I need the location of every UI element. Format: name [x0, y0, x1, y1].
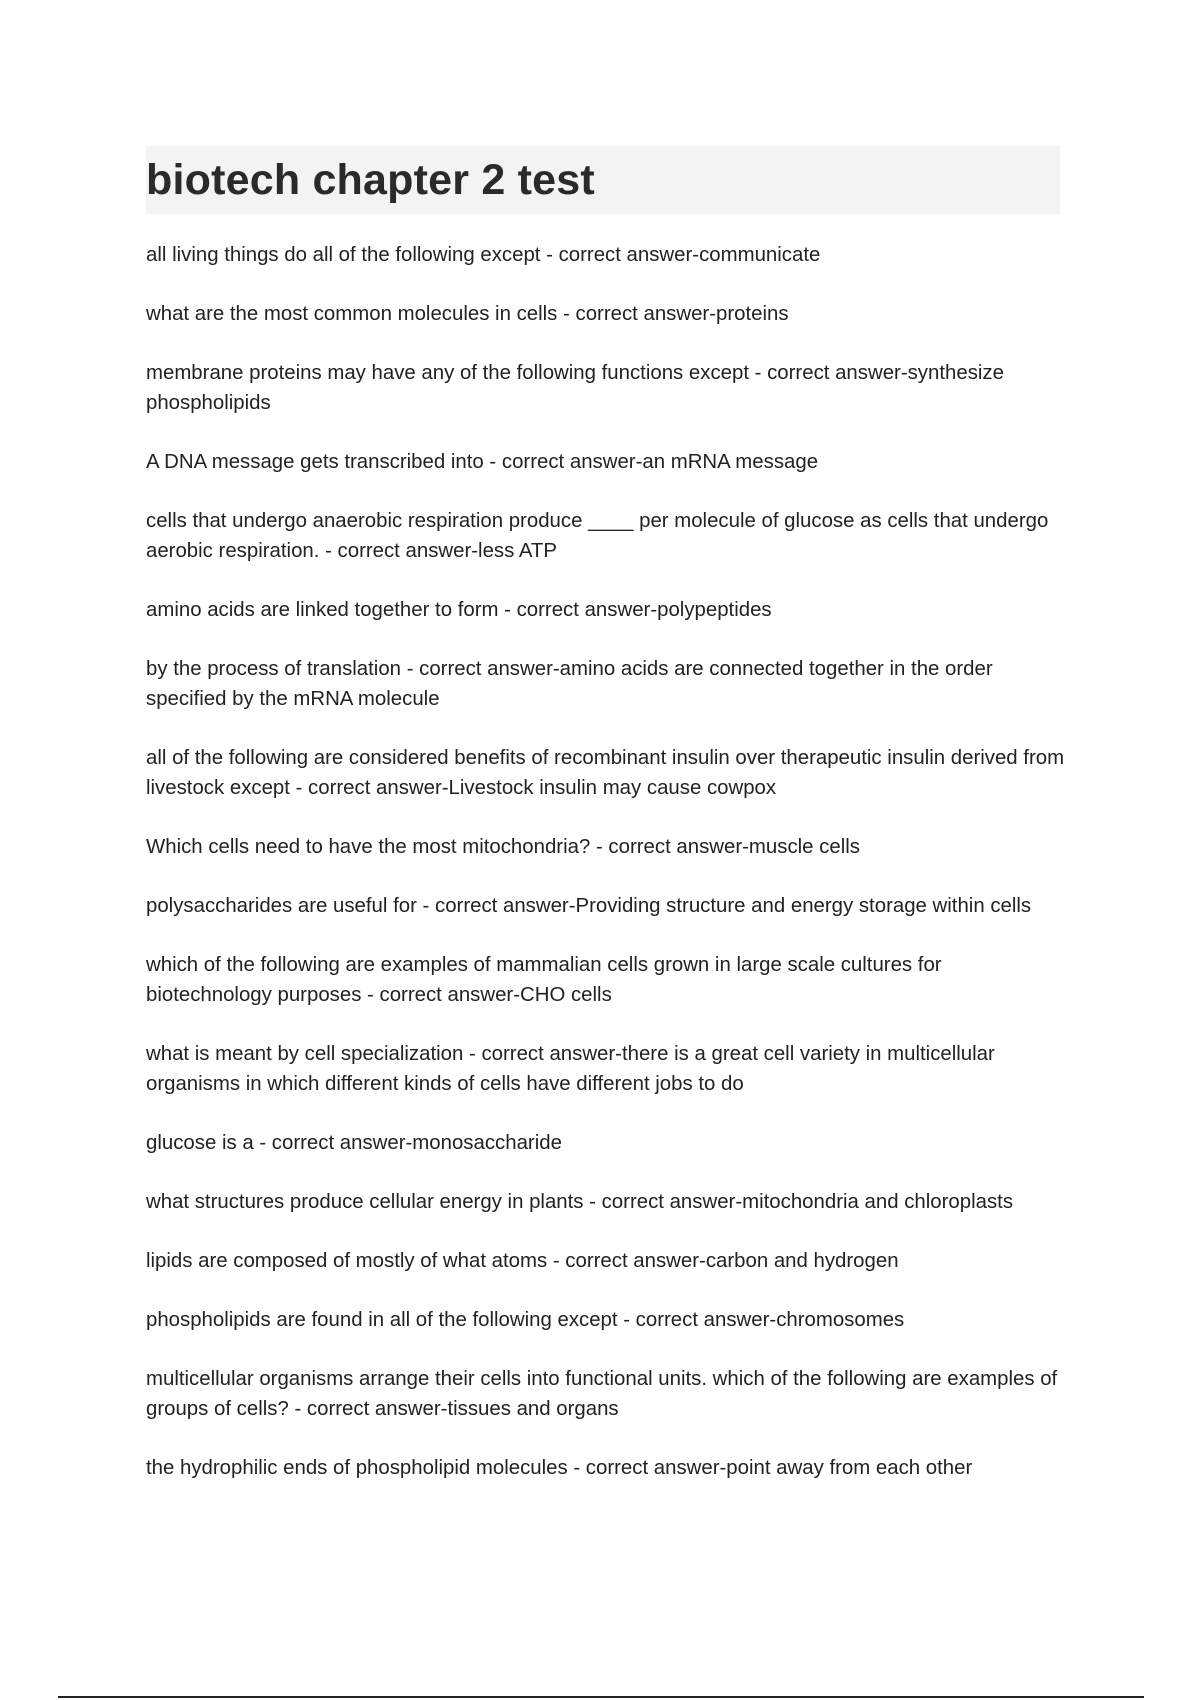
- qa-item-3: membrane proteins may have any of the following functions except - correct answer-synthesize phospholipids: [146, 362, 1004, 414]
- qa-item-18: the hydrophilic ends of phospholipid molecules - correct answer-point away from each other: [146, 1457, 973, 1479]
- title-banner: [146, 146, 1060, 214]
- qa-item-12: what is meant by cell specialization - correct answer-there is a great cell variety in multicellular organisms in which different kinds of cells have different jobs to do: [146, 1043, 995, 1095]
- qa-item-15: lipids are composed of mostly of what atoms - correct answer-carbon and hydrogen: [146, 1250, 899, 1272]
- qa-item-16: phospholipids are found in all of the following except - correct answer-chromosomes: [146, 1309, 905, 1331]
- qa-item-1: all living things do all of the following except - correct answer-communicate: [146, 244, 821, 266]
- qa-item-8: all of the following are considered benefits of recombinant insulin over therapeutic insulin derived from livestock except - correct answer-Livestock insulin may cause cowpox: [146, 747, 1065, 799]
- qa-item-4: A DNA message gets transcribed into - correct answer-an mRNA message: [146, 451, 819, 473]
- qa-item-13: glucose is a - correct answer-monosaccharide: [146, 1132, 562, 1154]
- qa-item-14: what structures produce cellular energy in plants - correct answer-mitochondria and chloroplasts: [146, 1191, 1014, 1213]
- qa-item-7: by the process of translation - correct answer-amino acids are connected together in the order specified by the mRNA molecule: [146, 658, 993, 710]
- question-answer-list: [146, 240, 1066, 1512]
- qa-item-11: which of the following are examples of mammalian cells grown in large scale cultures for biotechnology purposes - correct answer-CHO cells: [146, 954, 942, 1006]
- qa-item-5: cells that undergo anaerobic respiration produce ____ per molecule of glucose as cells that undergo aerobic respiration. - correct answer-less ATP: [146, 510, 1049, 562]
- qa-item-2: what are the most common molecules in cells - correct answer-proteins: [146, 303, 789, 325]
- qa-item-10: polysaccharides are useful for - correct answer-Providing structure and energy storage within cells: [146, 895, 1032, 917]
- footer-divider: [58, 1696, 1144, 1698]
- qa-item-17: multicellular organisms arrange their cells into functional units. which of the following are examples of groups of cells? - correct answer-tissues and organs: [146, 1368, 1058, 1420]
- qa-item-6: amino acids are linked together to form - correct answer-polypeptides: [146, 599, 772, 621]
- page-title: biotech chapter 2 test: [146, 156, 595, 204]
- qa-item-9: Which cells need to have the most mitochondria? - correct answer-muscle cells: [146, 836, 860, 858]
